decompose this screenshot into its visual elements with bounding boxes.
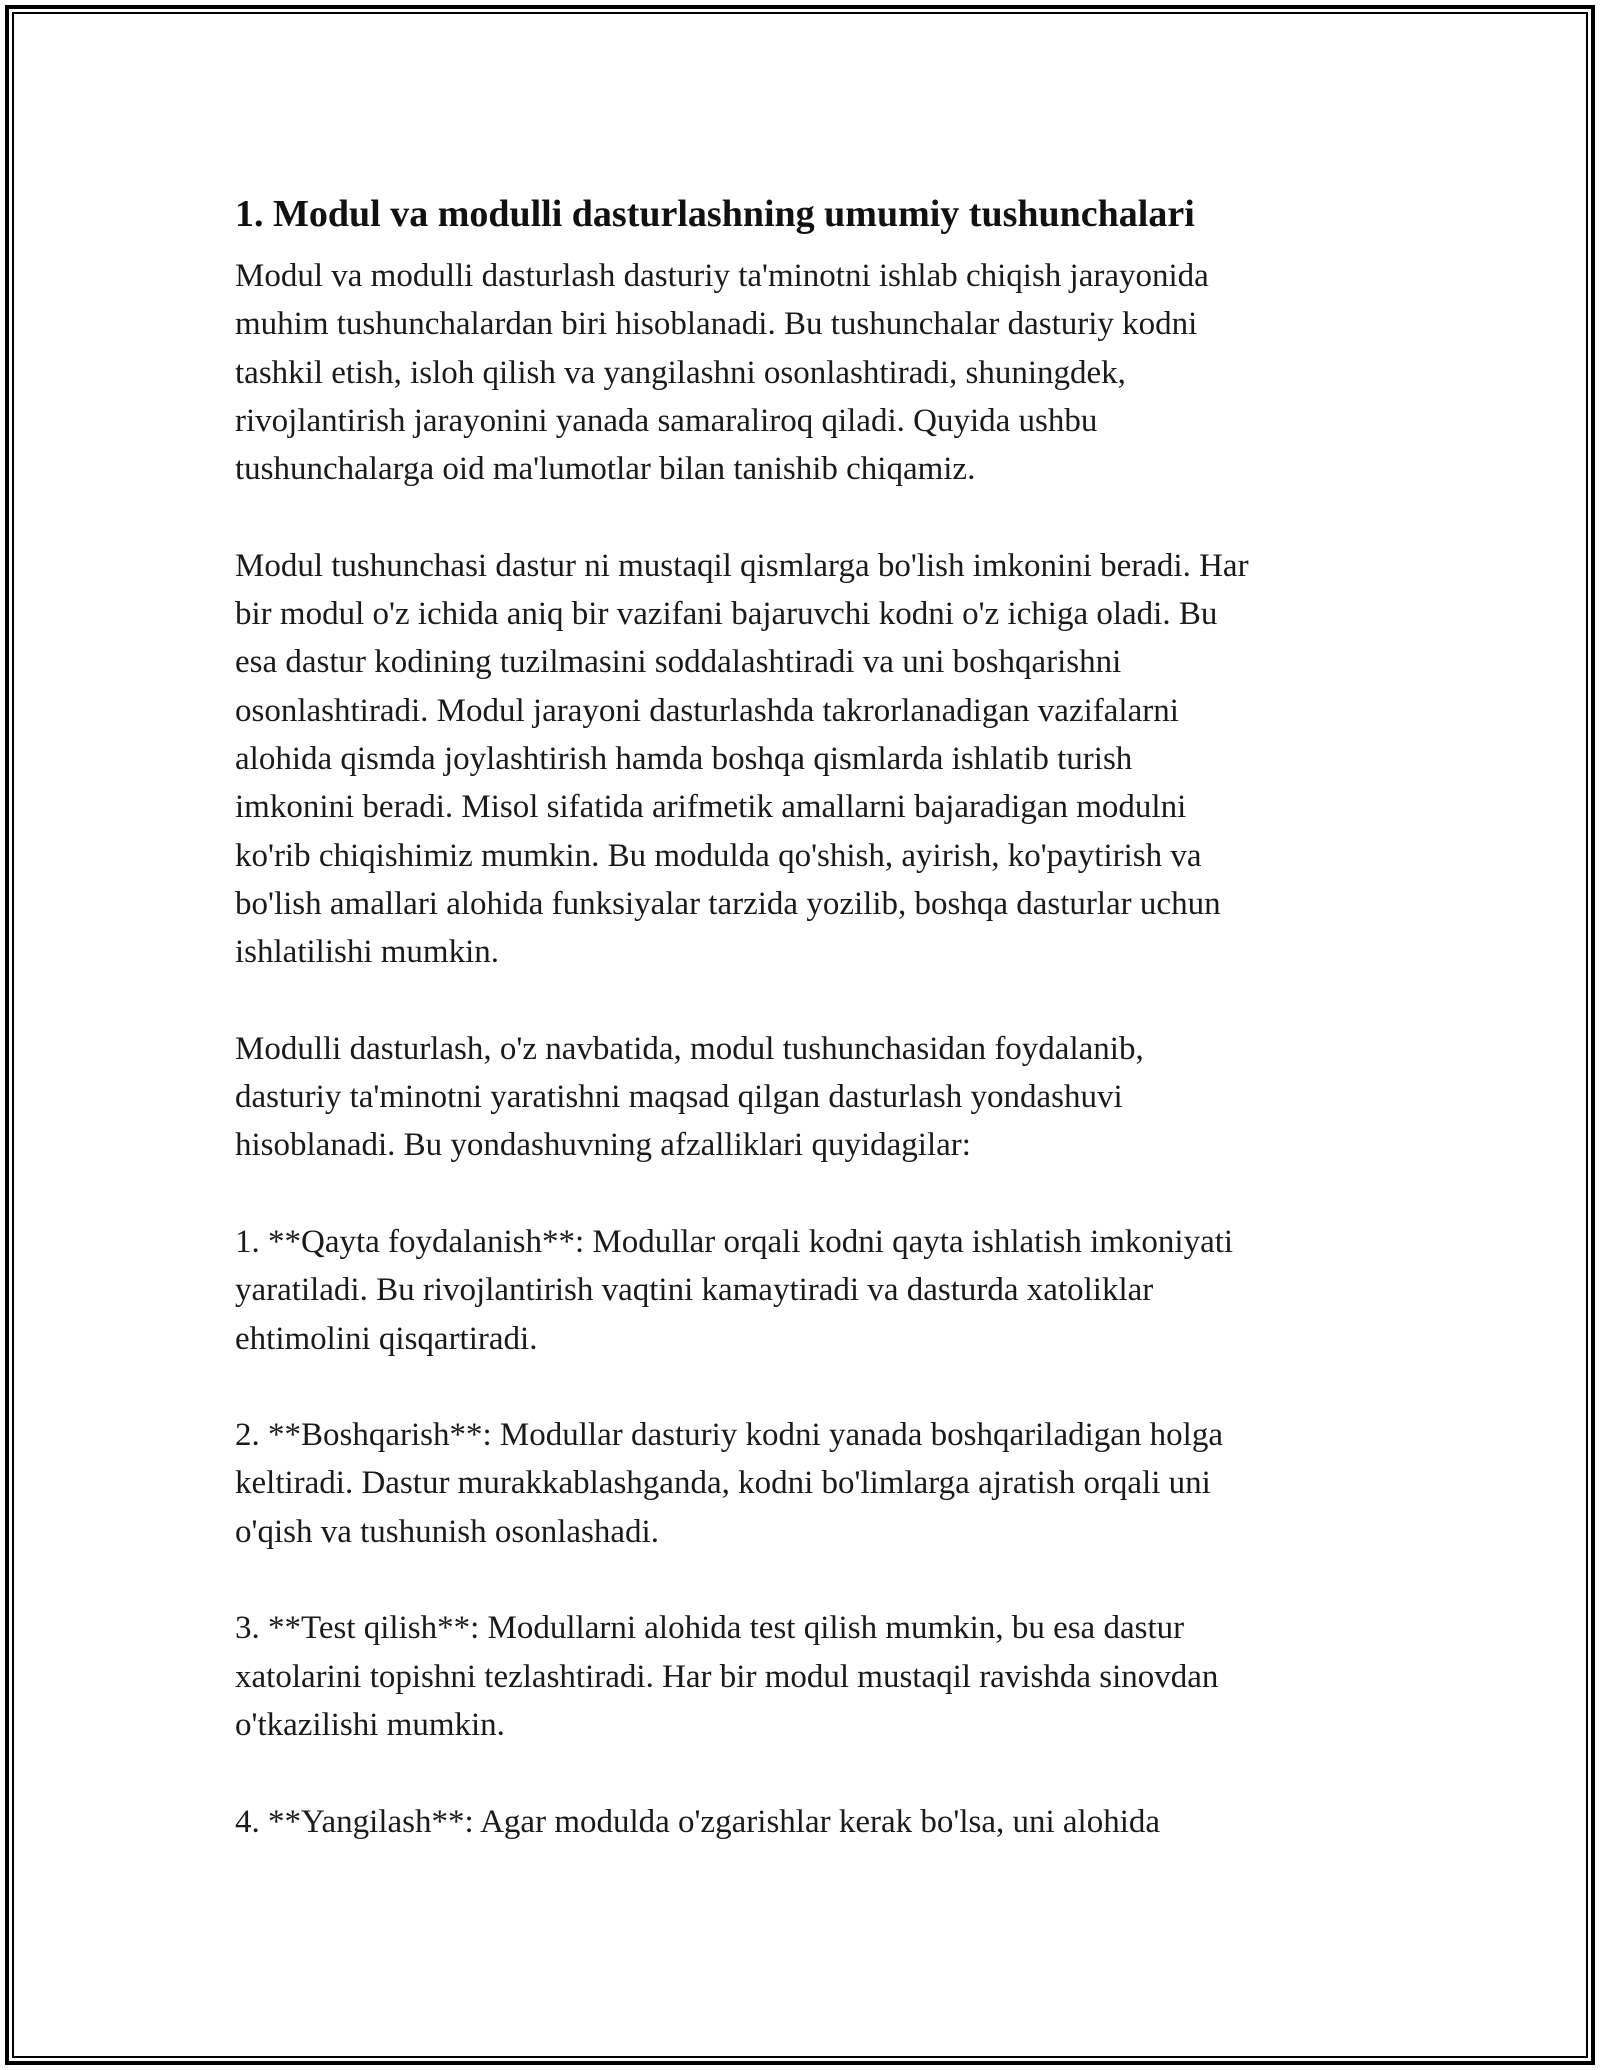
document-title: 1. Modul va modulli dasturlashning umumiy tushunchalari [235, 193, 1195, 235]
document-body [235, 188, 1375, 1846]
list-item-testing: 3. **Test qilish**: Modullarni alohida test qilish mumkin, bu esa dastur xatolarini topishni tezlashtiradi. Har bir modul mustaqil ravishda sinovdan o'tkazilishi mumkin. [235, 1610, 1219, 1743]
paragraph-intro: Modul va modulli dasturlash dasturiy ta'minotni ishlab chiqish jarayonida muhim tushunchalardan biri hisoblanadi. Bu tushunchalar dasturiy kodni tashkil etish, isloh qilish va yangilashni osonlashtiradi, shuningdek, rivojlantirish jarayonini yanada samaraliroq qiladi. Quyida ushbu tushunchalarga oid ma'lumotlar bilan tanishib chiqamiz. [235, 258, 1209, 488]
list-item-reuse: 1. **Qayta foydalanish**: Modullar orqali kodni qayta ishlatish imkoniyati yaratiladi. Bu rivojlantirish vaqtini kamaytiradi va dasturda xatoliklar ehtimolini qisqartiradi. [235, 1223, 1234, 1357]
paragraph-modular-programming: Modulli dasturlash, o'z navbatida, modul tushunchasidan foydalanib, dasturiy ta'minotni yaratishni maqsad qilgan dasturlash yondashuvi hisoblanadi. Bu yondashuvning afzalliklari quyidagilar: [235, 1030, 1144, 1164]
paragraph-module-concept: Modul tushunchasi dastur ni mustaqil qismlarga bo'lish imkonini beradi. Har bir modul o'z ichida aniq bir vazifani bajaruvchi kodni o'z ichiga oladi. Bu esa dastur kodining tuzilmasini soddalashtiradi va uni boshqarishni osonlashtiradi. Modul jarayoni dasturlashda takrorlanadigan vazifalarni alohida qismda joylashtirish hamda boshqa qismlarda ishlatib turish imkonini beradi. Misol sifatida arifmetik amallarni bajaradigan modulni ko'rib chiqishimiz mumkin. Bu modulda qo'shish, ayirish, ko'paytirish va bo'lish amallari alohida funksiyalar tarzida yozilib, boshqa dasturlar uchun ishlatilishi mumkin. [235, 547, 1249, 971]
list-item-updating: 4. **Yangilash**: Agar modulda o'zgarishlar kerak bo'lsa, uni alohida [235, 1803, 1161, 1840]
list-item-management: 2. **Boshqarish**: Modullar dasturiy kodni yanada boshqariladigan holga keltiradi. Dastur murakkablashganda, kodni bo'limlarga ajratish orqali uni o'qish va tushunish osonlashadi. [235, 1417, 1224, 1550]
